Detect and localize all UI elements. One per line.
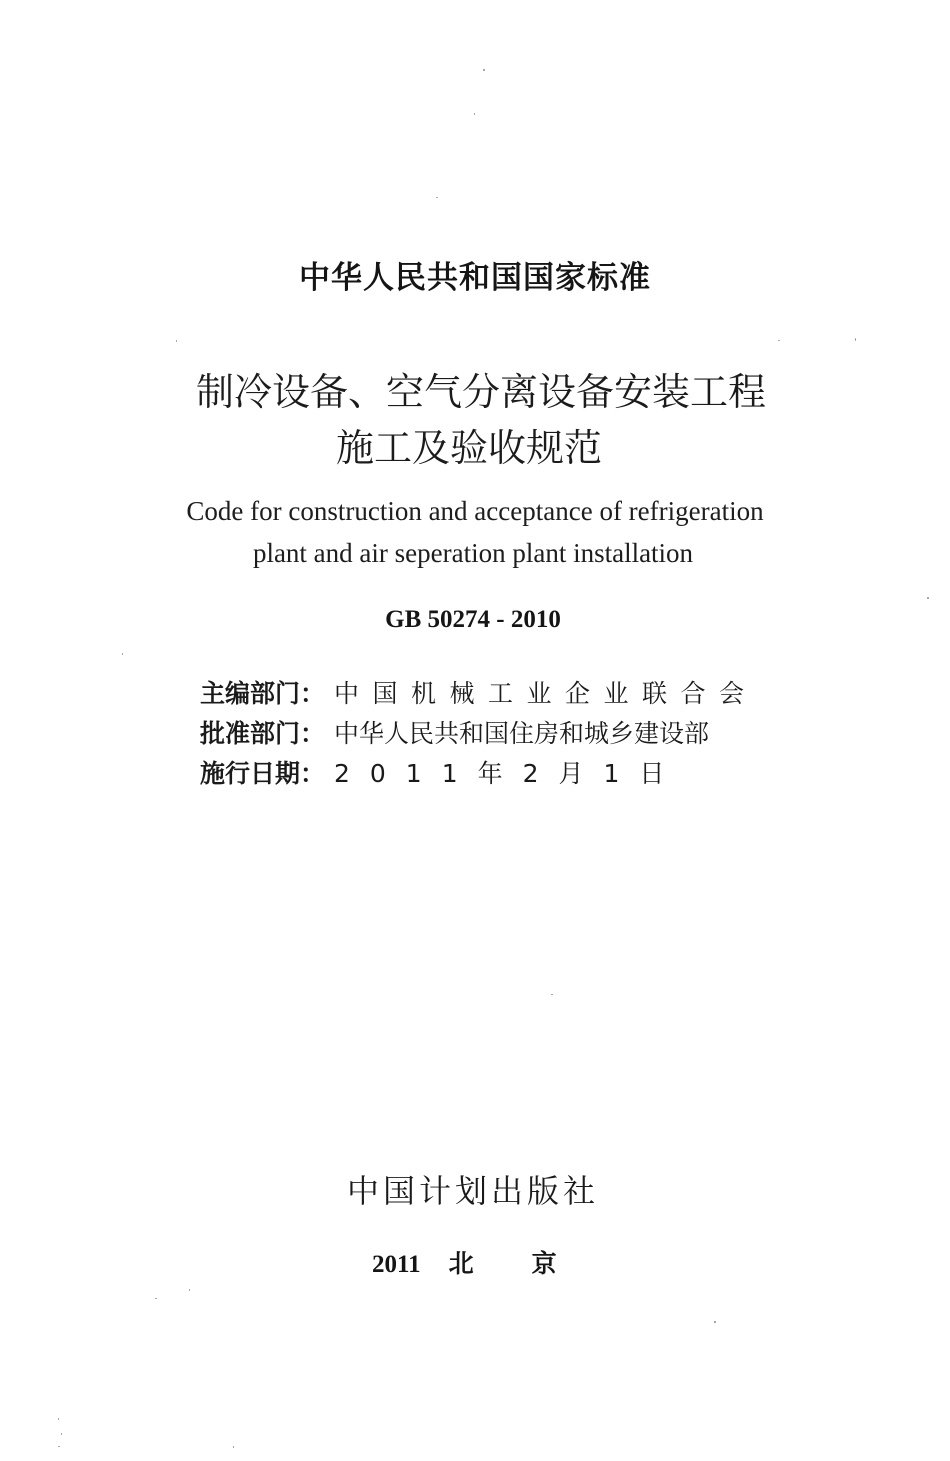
publication-year: 2011 [372, 1251, 421, 1278]
approver-label: 批准部门： [200, 719, 326, 748]
editor-label: 主编部门： [200, 679, 326, 708]
scan-speck [58, 1418, 59, 1420]
scan-speck [714, 1321, 716, 1323]
scan-speck [233, 1446, 234, 1448]
effective-date-label: 施行日期： [200, 759, 326, 788]
title-en-line2: plant and air seperation plant installation [252, 538, 694, 568]
publication-line [372, 1244, 615, 1280]
scan-speck [436, 197, 438, 198]
scan-speck [551, 994, 553, 995]
title-en-line1: Code for construction and acceptance of refrigeration [186, 496, 764, 526]
scan-speck [778, 340, 780, 341]
scan-speck [61, 1433, 62, 1435]
national-standard-label: 中华人民共和国国家标准 [299, 260, 651, 296]
scan-speck [155, 1298, 157, 1299]
info-block [200, 674, 760, 794]
effective-date-row [200, 754, 760, 794]
publisher-name: 中国计划出版社 [346, 1172, 599, 1210]
editor-value: 中国机械工业企业联合会 [334, 679, 758, 708]
scan-speck [474, 113, 475, 115]
scan-speck [122, 653, 123, 655]
scan-speck [855, 338, 856, 341]
scan-speck [58, 1446, 60, 1447]
standard-number: GB 50274 - 2010 [385, 606, 561, 633]
scan-speck [176, 340, 177, 342]
approver-value: 中华人民共和国住房和城乡建设部 [334, 719, 710, 748]
approver-row [200, 714, 760, 754]
effective-date-value: 2011年2月1日 [334, 759, 685, 788]
title-zh-line1: 制冷设备、空气分离设备安装工程 [195, 370, 766, 414]
editor-row [200, 674, 760, 714]
title-zh-line2: 施工及验收规范 [335, 426, 602, 470]
scan-speck [483, 69, 485, 71]
scan-speck [927, 597, 929, 599]
scan-speck [189, 1289, 190, 1291]
publication-city: 北京 [448, 1249, 615, 1278]
